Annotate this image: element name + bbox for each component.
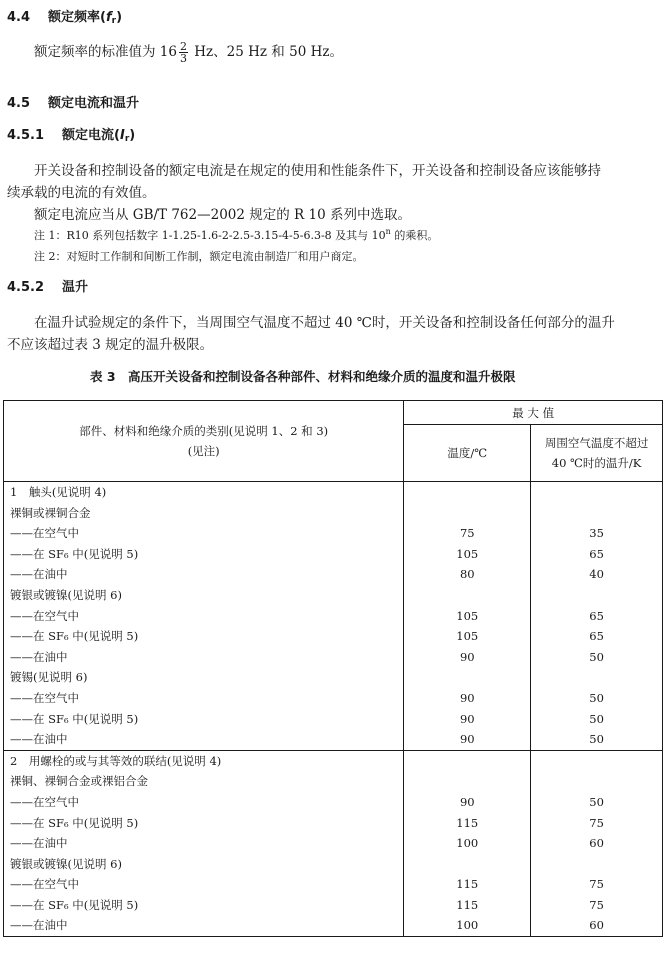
temperature-rise-cell bbox=[531, 750, 663, 771]
table-row bbox=[4, 792, 663, 813]
paragraph-line: 额定电流应当从 GB/T 762—2002 规定的 R 10 系列中选取。 bbox=[34, 207, 411, 223]
row-label: 镀锡(见说明 6) bbox=[4, 667, 404, 688]
temperature-cell: 90 bbox=[404, 647, 531, 668]
temperature-cell: 100 bbox=[404, 833, 531, 854]
paragraph-line: 续承载的电流的有效值。 bbox=[7, 185, 156, 201]
paragraph-line: 开关设备和控制设备的额定电流是在规定的使用和性能条件下，开关设备和控制设备应该能够持 bbox=[34, 163, 601, 179]
table-row bbox=[4, 667, 663, 688]
temperature-rise-cell bbox=[531, 771, 663, 792]
temperature-cell: 75 bbox=[404, 523, 531, 544]
current-symbol: I bbox=[119, 128, 125, 143]
row-label: ——在油中 bbox=[4, 833, 404, 854]
row-label: 2 用螺栓的或与其等效的联结(见说明 4) bbox=[4, 750, 404, 771]
table-caption: 表 3 高压开关设备和控制设备各种部件、材料和绝缘介质的温度和温升极限 bbox=[90, 369, 516, 384]
fraction-numerator: 2 bbox=[179, 40, 187, 53]
row-label: ——在空气中 bbox=[4, 792, 404, 813]
row-label: ——在油中 bbox=[4, 915, 404, 936]
section-number: 4.4 bbox=[7, 10, 31, 25]
table-row bbox=[4, 750, 663, 771]
table-row bbox=[4, 647, 663, 668]
temperature-rise-cell: 75 bbox=[531, 874, 663, 895]
note-superscript: n bbox=[385, 227, 391, 236]
table-row bbox=[4, 503, 663, 524]
temperature-rise-cell: 60 bbox=[531, 833, 663, 854]
rise-header-line1: 周围空气温度不超过 bbox=[544, 436, 649, 450]
table-row bbox=[4, 813, 663, 834]
frequency-symbol: f bbox=[105, 10, 112, 25]
section-title-end: ) bbox=[116, 10, 123, 25]
temperature-cell bbox=[404, 503, 531, 524]
row-label: ——在空气中 bbox=[4, 874, 404, 895]
table-row bbox=[4, 523, 663, 544]
temperature-cell bbox=[404, 854, 531, 875]
table-row bbox=[4, 771, 663, 792]
temperature-rise-header bbox=[531, 425, 663, 482]
section-title: 额定频率( bbox=[48, 10, 106, 25]
table-3 bbox=[3, 400, 663, 937]
temperature-cell: 90 bbox=[404, 729, 531, 750]
section-number: 4.5 bbox=[7, 96, 31, 111]
temperature-rise-cell: 65 bbox=[531, 606, 663, 627]
temperature-cell bbox=[404, 482, 531, 503]
section-title: 温升 bbox=[62, 280, 89, 295]
rise-header-line2: 40 ℃时的温升/K bbox=[551, 456, 642, 470]
table-row bbox=[4, 544, 663, 565]
temperature-rise-cell bbox=[531, 585, 663, 606]
temperature-rise-cell bbox=[531, 667, 663, 688]
section-title: 额定电流( bbox=[62, 128, 120, 143]
paragraph-line: 不应该超过表 3 规定的温升极限。 bbox=[7, 337, 214, 353]
section-4-5-1-heading bbox=[7, 124, 135, 144]
fraction-denominator: 3 bbox=[179, 52, 187, 65]
rated-frequency-text bbox=[34, 40, 343, 64]
row-label: ——在 SF₆ 中(见说明 5) bbox=[4, 813, 404, 834]
row-label: ——在空气中 bbox=[4, 688, 404, 709]
temperature-cell bbox=[404, 585, 531, 606]
temperature-rise-cell bbox=[531, 503, 663, 524]
table-row bbox=[4, 915, 663, 936]
temperature-rise-cell: 50 bbox=[531, 709, 663, 730]
temperature-rise-cell: 50 bbox=[531, 688, 663, 709]
paragraph-line: 在温升试验规定的条件下，当周围空气温度不超过 40 ℃时，开关设备和控制设备任何部分的温升 bbox=[34, 315, 615, 331]
temperature-rise-cell: 50 bbox=[531, 729, 663, 750]
temperature-cell: 115 bbox=[404, 813, 531, 834]
table-row bbox=[4, 833, 663, 854]
row-label: ——在 SF₆ 中(见说明 5) bbox=[4, 626, 404, 647]
category-header-line1: 部件、材料和绝缘介质的类别(见说明 1、2 和 3) bbox=[79, 424, 329, 438]
fraction bbox=[179, 41, 188, 64]
temperature-rise-cell: 40 bbox=[531, 564, 663, 585]
temperature-cell: 80 bbox=[404, 564, 531, 585]
table-row bbox=[4, 482, 663, 503]
temperature-cell bbox=[404, 771, 531, 792]
temperature-rise-cell: 65 bbox=[531, 626, 663, 647]
temperature-rise-cell: 50 bbox=[531, 647, 663, 668]
category-header-line2: (见注) bbox=[187, 444, 220, 458]
text-pre: 额定频率的标准值为 16 bbox=[34, 44, 177, 60]
temperature-rise-cell: 75 bbox=[531, 813, 663, 834]
row-label: 1 触头(见说明 4) bbox=[4, 482, 404, 503]
table-row bbox=[4, 854, 663, 875]
row-label: ——在油中 bbox=[4, 564, 404, 585]
row-label: ——在空气中 bbox=[4, 606, 404, 627]
table-row bbox=[4, 729, 663, 750]
row-label: ——在 SF₆ 中(见说明 5) bbox=[4, 709, 404, 730]
temperature-cell bbox=[404, 667, 531, 688]
temperature-cell: 105 bbox=[404, 606, 531, 627]
temperature-cell: 90 bbox=[404, 709, 531, 730]
section-number: 4.5.1 bbox=[7, 128, 45, 143]
row-label: 镀银或镀镍(见说明 6) bbox=[4, 854, 404, 875]
section-4-5-2-heading bbox=[7, 276, 88, 295]
table-row bbox=[4, 688, 663, 709]
temperature-header: 温度/℃ bbox=[404, 425, 531, 482]
temperature-rise-cell: 35 bbox=[531, 523, 663, 544]
temperature-rise-cell: 75 bbox=[531, 895, 663, 916]
table-row bbox=[4, 895, 663, 916]
temperature-rise-cell bbox=[531, 482, 663, 503]
temperature-cell: 105 bbox=[404, 544, 531, 565]
section-number: 4.5.2 bbox=[7, 280, 45, 295]
category-header bbox=[4, 401, 404, 482]
section-4-4-heading bbox=[7, 6, 122, 26]
table-row bbox=[4, 626, 663, 647]
symbol-subscript: r bbox=[111, 16, 117, 26]
note-text-end: 的乘积。 bbox=[390, 229, 439, 242]
max-value-header: 最 大 值 bbox=[404, 401, 663, 425]
temperature-cell: 115 bbox=[404, 874, 531, 895]
row-label: ——在 SF₆ 中(见说明 5) bbox=[4, 895, 404, 916]
row-label: ——在油中 bbox=[4, 647, 404, 668]
text-post: Hz、25 Hz 和 50 Hz。 bbox=[189, 44, 343, 60]
symbol-subscript: r bbox=[124, 134, 130, 144]
temperature-cell: 90 bbox=[404, 688, 531, 709]
table-row bbox=[4, 585, 663, 606]
table-row bbox=[4, 709, 663, 730]
temperature-cell: 115 bbox=[404, 895, 531, 916]
table-body bbox=[4, 482, 663, 937]
row-label: 裸铜或裸铜合金 bbox=[4, 503, 404, 524]
row-label: ——在空气中 bbox=[4, 523, 404, 544]
temperature-cell: 100 bbox=[404, 915, 531, 936]
section-title: 额定电流和温升 bbox=[48, 96, 140, 111]
row-label: 镀银或镀镍(见说明 6) bbox=[4, 585, 404, 606]
row-label: ——在油中 bbox=[4, 729, 404, 750]
table-row bbox=[4, 606, 663, 627]
note-1 bbox=[34, 227, 438, 243]
temperature-rise-cell: 50 bbox=[531, 792, 663, 813]
temperature-cell bbox=[404, 750, 531, 771]
note-2: 注 2：对短时工作制和间断工作制，额定电流由制造厂和用户商定。 bbox=[34, 250, 364, 263]
temperature-rise-cell bbox=[531, 854, 663, 875]
temperature-rise-cell: 65 bbox=[531, 544, 663, 565]
temperature-cell: 90 bbox=[404, 792, 531, 813]
temperature-rise-cell: 60 bbox=[531, 915, 663, 936]
row-label: 裸铜、裸铜合金或裸铝合金 bbox=[4, 771, 404, 792]
section-title-end: ) bbox=[129, 128, 136, 143]
section-4-5-heading bbox=[7, 92, 139, 111]
row-label: ——在 SF₆ 中(见说明 5) bbox=[4, 544, 404, 565]
table-row bbox=[4, 564, 663, 585]
note-text: 注 1：R10 系列包括数字 1-1.25-1.6-2-2.5-3.15-4-5-6.3-8 及其与 10 bbox=[34, 229, 386, 242]
table-row bbox=[4, 874, 663, 895]
temperature-cell: 105 bbox=[404, 626, 531, 647]
